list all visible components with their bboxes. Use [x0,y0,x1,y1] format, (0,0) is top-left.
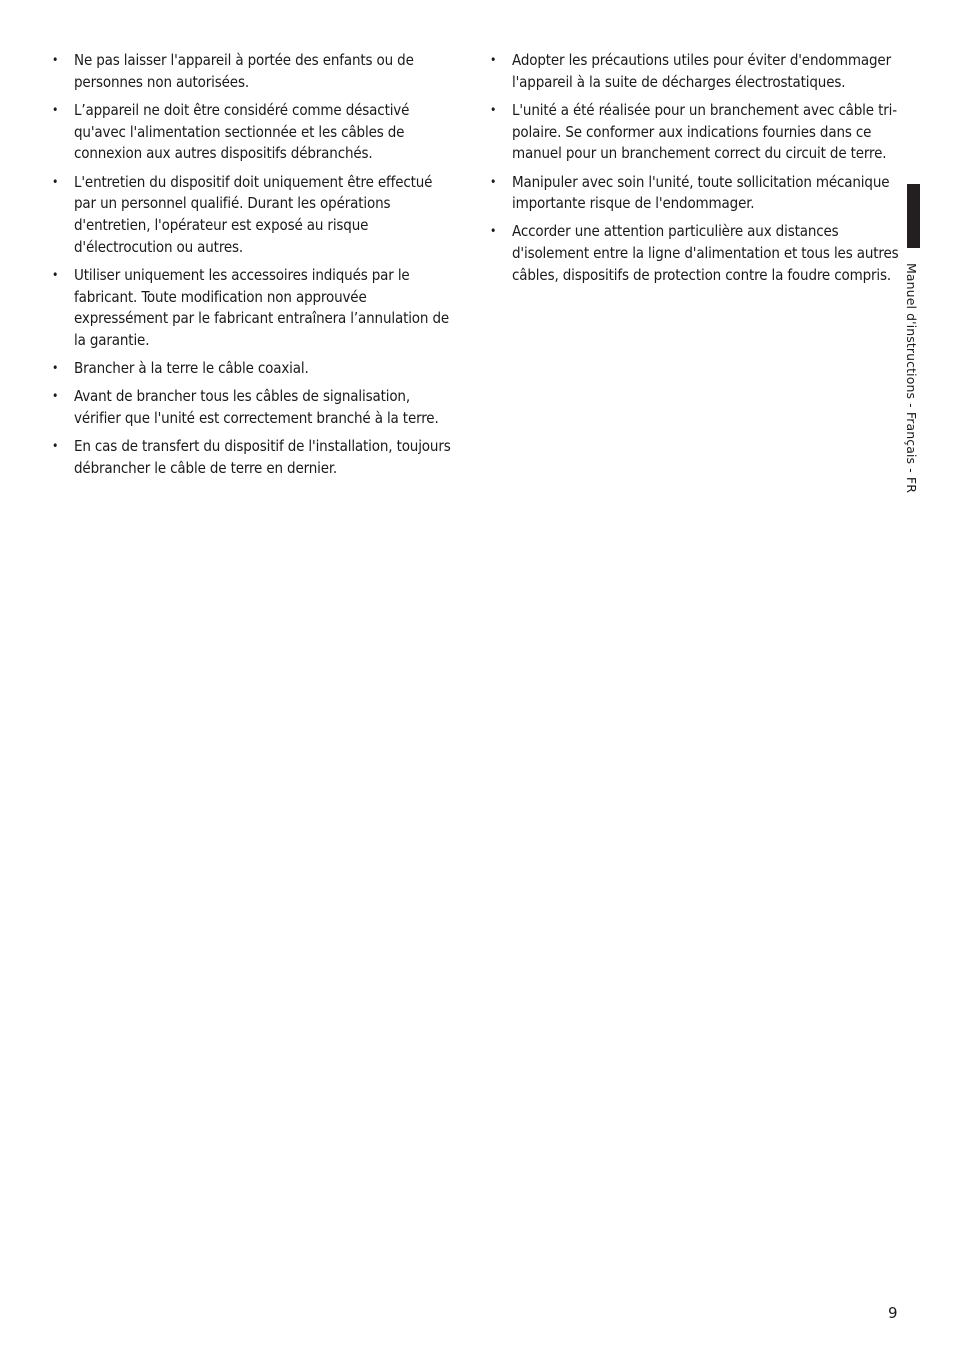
list-item-text: Manipuler avec soin l'unité, toute sollicitation mécanique importante risque de l'endommager. [512,172,890,213]
list-item-text: L'entretien du dispositif doit uniquement être effectué par un personnel qualifié. Durant les opérations d'entretien, l'opérateur est exposé au risque d'électrocution ou autres. [74,172,433,256]
list-item [490,221,900,286]
bullet-list-left [52,50,452,480]
left-column [52,50,452,486]
bullet-icon: • [52,174,59,189]
bullet-icon: • [490,174,497,189]
list-item [52,265,452,352]
list-item [52,386,452,429]
list-item-text: L'unité a été réalisée pour un branchement avec câble tri-polaire. Se conformer aux indications fournies dans ce manuel pour un branchement correct du circuit de terre. [512,100,897,163]
list-item-text: En cas de transfert du dispositif de l'installation, toujours débrancher le câble de terre en dernier. [74,437,451,477]
list-item [490,172,900,215]
bullet-list-right [490,50,900,287]
list-item [490,50,900,93]
bullet-icon: • [52,439,59,454]
list-item [490,100,900,165]
list-item-text: Avant de brancher tous les câbles de signalisation, vérifier que l'unité est correctement branché à la terre. [74,387,439,428]
list-item-text: Accorder une attention particulière aux distances d'isolement entre la ligne d'alimentation et tous les autres câbles, dispositifs de protection contre la foudre compris. [512,222,899,284]
list-item [52,100,452,165]
list-item [52,436,452,479]
side-running-title: Manuel d'instructions - Français - FR [904,263,919,494]
list-item-text: Ne pas laisser l'appareil à portée des enfants ou de personnes non autorisées. [74,51,414,91]
bullet-icon: • [52,361,59,376]
list-item [52,358,452,380]
bullet-icon: • [52,102,59,117]
bullet-icon: • [490,53,497,67]
section-tab-marker [907,184,920,248]
bullet-icon: • [490,102,497,117]
bullet-icon: • [52,389,59,404]
bullet-icon: • [490,224,497,239]
list-item-text: L’appareil ne doit être considéré comme désactivé qu'avec l'alimentation sectionnée et les câbles de connexion aux autres dispositifs débranchés. [74,100,410,163]
page-number: 9 [888,1304,898,1322]
list-item [52,50,452,93]
bullet-icon: • [52,267,59,282]
list-item-text: Brancher à la terre le câble coaxial. [74,359,309,378]
list-item [52,172,452,259]
bullet-icon: • [52,53,59,67]
right-column [490,50,900,293]
list-item-text: Adopter les précautions utiles pour éviter d'endommager l'appareil à la suite de décharges électrostatiques. [512,51,891,91]
list-item-text: Utiliser uniquement les accessoires indiqués par le fabricant. Toute modification non approuvée expressément par le fabricant entraînera l’annulation de la garantie. [74,265,450,349]
